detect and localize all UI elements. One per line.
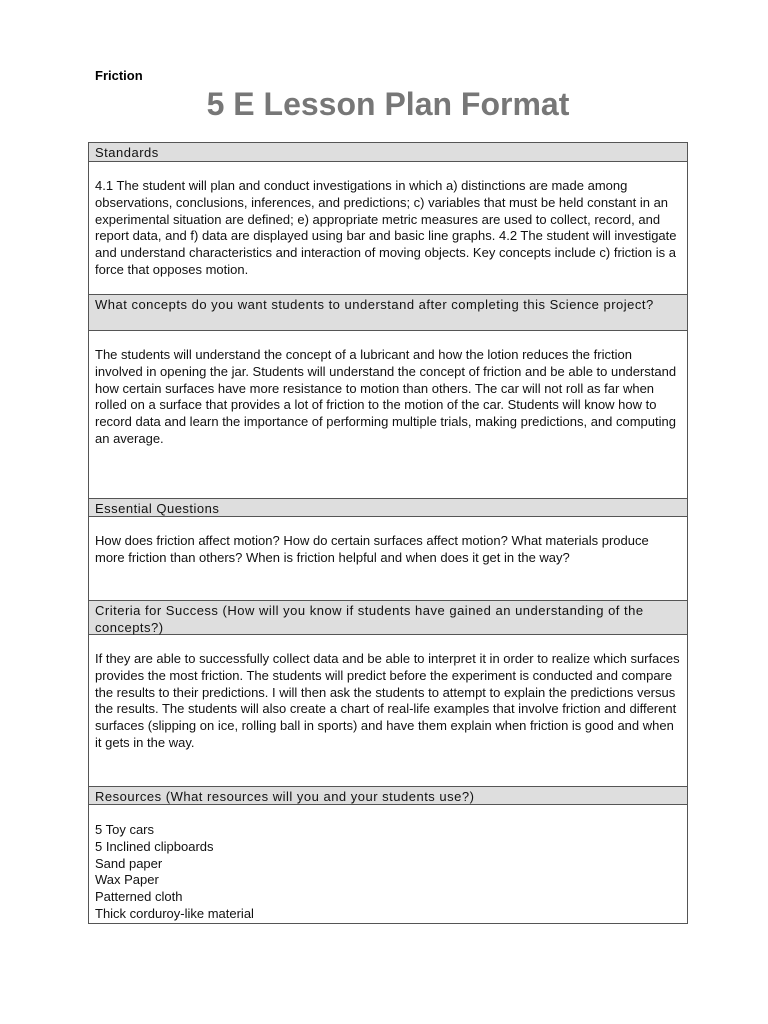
criteria-text: If they are able to successfully collect data and be able to interpret it in order to realize which surfaces provides the most friction. The students will predict before the experiment is conducted and compare the results to their predictions. I will then ask the students to attempt to explain the predictions versus the results. The students will also create a chart of real-life examples that involve friction and different surfaces (slipping on ice, rolling ball in sports) and have them explain when friction is good and when it gets in the way. — [95, 651, 680, 750]
resource-item: Thick corduroy-like material — [95, 905, 254, 921]
resource-item: Patterned cloth — [95, 889, 183, 905]
criteria-body — [89, 635, 687, 787]
essential-questions-body — [89, 517, 687, 601]
resource-item: Wax Paper — [95, 872, 159, 888]
concepts-text: The students will understand the concept of a lubricant and how the lotion reduces the friction involved in opening the jar. Students will understand the concept of friction and be able to understand how certain surfaces have more resistance to motion than others. The car will not roll as far when rolled on a surface that provides a lot of friction to the motion of the car. Students will know how to record data and learn the importance of performing multiple trials, making predictions, and computing an average. — [95, 347, 677, 446]
essential-questions-text: How does friction affect motion? How do certain surfaces affect motion? What materials produce more friction than others? When is friction helpful and when does it get in the way? — [95, 533, 649, 565]
resource-item: 5 Inclined clipboards — [95, 838, 214, 854]
essential-questions-header: Essential Questions — [89, 499, 687, 517]
criteria-header: Criteria for Success (How will you know if students have gained an understanding of the concepts?) — [89, 601, 687, 635]
resource-item: Sand paper — [95, 855, 163, 871]
resources-body — [89, 805, 687, 923]
standards-text: 4.1 The student will plan and conduct investigations in which a) distinctions are made among observations, conclusions, inferences, and predictions; c) variables that must be held constant in an experimental situation are defined; e) appropriate metric measures are used to collect, record, and report data, and f) data are displayed using bar and basic line graphs. 4.2 The student will investigate and understand characteristics and interaction of moving objects. Key concepts include c) friction is a force that opposes motion. — [95, 178, 677, 277]
document-topic: Friction — [95, 68, 143, 83]
concepts-body — [89, 331, 687, 499]
resources-header: Resources (What resources will you and your students use?) — [89, 787, 687, 805]
lesson-plan-table — [88, 142, 688, 924]
standards-body — [89, 162, 687, 295]
page-title: 5 E Lesson Plan Format — [206, 86, 570, 122]
concepts-header: What concepts do you want students to understand after completing this Science project? — [89, 295, 687, 331]
resource-item: 5 Toy cars — [95, 822, 155, 837]
standards-header: Standards — [89, 143, 687, 162]
